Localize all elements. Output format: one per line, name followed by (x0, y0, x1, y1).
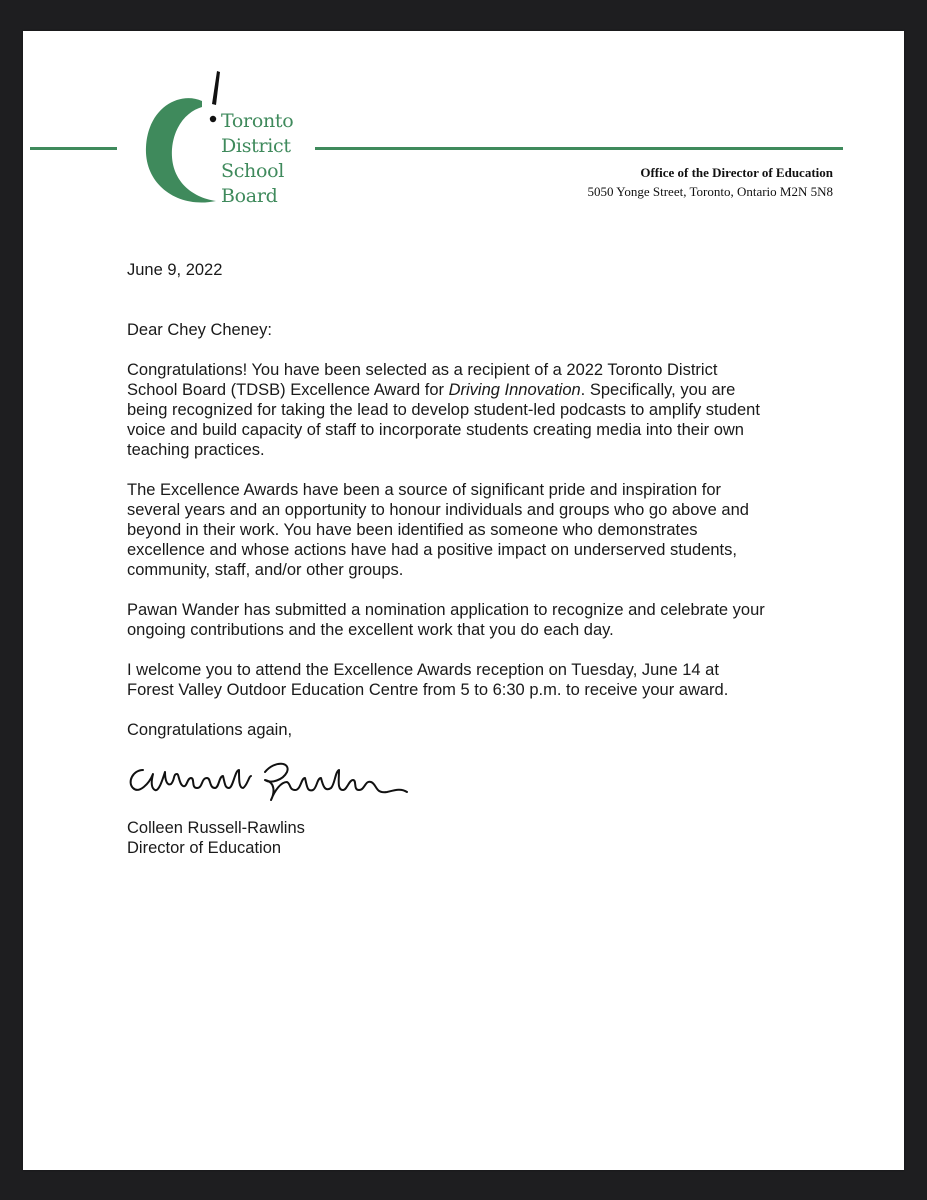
paragraph-award (127, 360, 817, 460)
paragraph-line (127, 380, 817, 400)
office-address: 5050 Yonge Street, Toronto, Ontario M2N 5N8 (587, 184, 833, 199)
paragraph-awards-info (127, 480, 817, 580)
paragraph-nomination (127, 600, 817, 640)
tdsb-wordmark (221, 109, 293, 209)
paragraph-line: several years and an opportunity to honour individuals and groups who go above and (127, 501, 749, 519)
letter-page (23, 31, 904, 1170)
header-rule-right (315, 147, 843, 150)
wordmark-line-3: School (221, 160, 285, 182)
apple-logo-icon (140, 69, 222, 209)
paragraph-line: Forest Valley Outdoor Education Centre from 5 to 6:30 p.m. to receive your award. (127, 681, 729, 699)
letter-date: June 9, 2022 (127, 261, 223, 279)
wordmark-line-4: Board (221, 185, 278, 207)
header-rule-left (30, 147, 117, 150)
signature-icon (125, 748, 415, 808)
text-span: School Board (TDSB) Excellence Award for (127, 381, 449, 399)
paragraph-line: beyond in their work. You have been identified as someone who demonstrates (127, 521, 698, 539)
paragraph-line: The Excellence Awards have been a source of significant pride and inspiration for (127, 481, 722, 499)
paragraph-line: excellence and whose actions have had a positive impact on underserved students, (127, 541, 737, 559)
signer-name: Colleen Russell-Rawlins (127, 819, 305, 837)
signer-title: Director of Education (127, 839, 282, 857)
salutation: Dear Chey Cheney: (127, 321, 272, 339)
award-category: Driving Innovation (448, 381, 581, 399)
paragraph-line: I welcome you to attend the Excellence Awards reception on Tuesday, June 14 at (127, 661, 719, 679)
paragraph-line: being recognized for taking the lead to develop student-led podcasts to amplify student (127, 401, 760, 419)
office-title: Office of the Director of Education (640, 165, 833, 180)
wordmark-line-2: District (221, 135, 291, 157)
office-block (588, 163, 833, 201)
paragraph-line: community, staff, and/or other groups. (127, 561, 404, 579)
paragraph-line: Pawan Wander has submitted a nomination application to recognize and celebrate your (127, 601, 765, 619)
paragraph-line: teaching practices. (127, 441, 265, 459)
paragraph-line: voice and build capacity of staff to incorporate students creating media into their own (127, 421, 744, 439)
letter-body (127, 260, 817, 858)
paragraph-line: ongoing contributions and the excellent work that you do each day. (127, 621, 614, 639)
text-span: . Specifically, you are (580, 381, 736, 399)
wordmark-line-1: Toronto (221, 110, 294, 132)
paragraph-invitation (127, 660, 817, 700)
closing: Congratulations again, (127, 721, 293, 739)
paragraph-line: Congratulations! You have been selected as a recipient of a 2022 Toronto District (127, 361, 718, 379)
